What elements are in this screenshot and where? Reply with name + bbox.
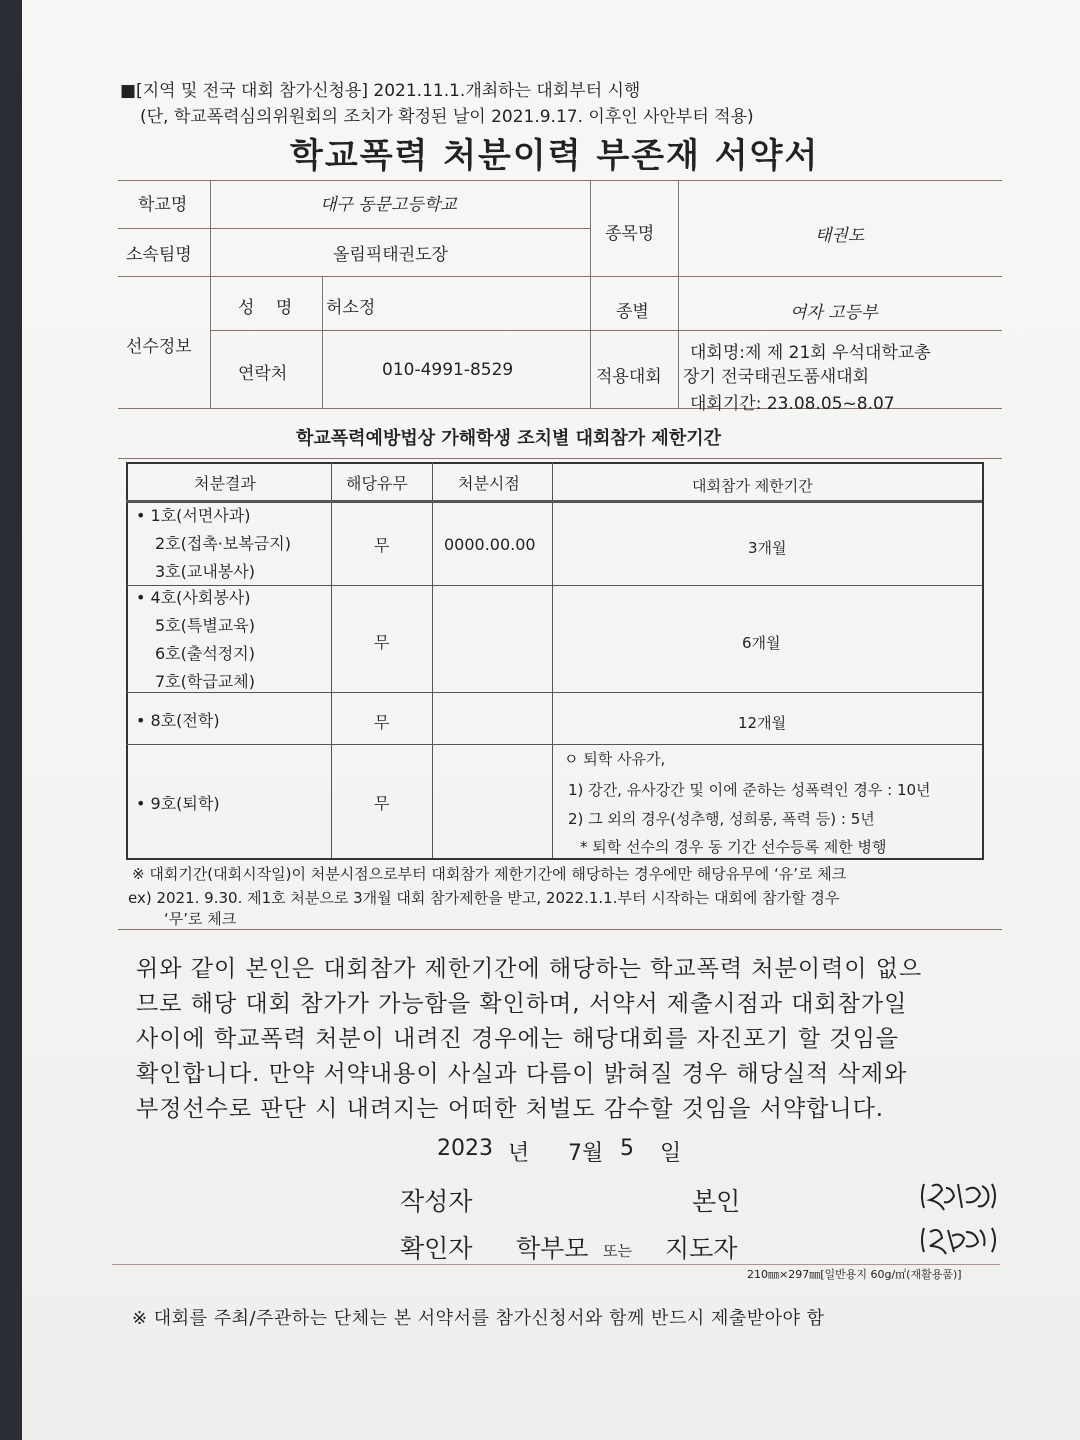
row2-item-2: 5호(특별교육) [155,616,255,635]
or-text: 또는 [603,1242,632,1260]
confirmer-label: 확인자 [400,1234,473,1263]
player-info-label: 선수정보 [126,337,192,357]
school-label: 학교명 [138,195,188,215]
school-value: 대구 동문고등학교 [320,195,457,215]
event-label: 종목명 [605,224,655,244]
row2-period: 6개월 [742,634,781,652]
confirmer-role-coach: 지도자 [665,1234,738,1263]
section-title: 학교폭력예방법상 가해학생 조치별 대회참가 제한기간 [296,428,721,449]
row1-item-3: 3호(교내봉사) [155,562,255,581]
gender-label: 종별 [616,302,649,322]
row4-period-line-3: 2) 그 외의 경우(성추행, 성희롱, 폭력 등) : 5년 [568,810,875,828]
note-1: ※ 대회기간(대회시작일)이 처분시점으로부터 대회참가 제한기간에 해당하는 경우에만 해당유무에 ‘유’로 체크 [132,865,847,883]
row2-item-4: 7호(학급교체) [155,672,255,691]
row3-status: 무 [374,713,390,732]
date-month: 7월 [568,1141,604,1166]
confirmer-role-parent: 학부모 [516,1234,589,1263]
date-day: 5 [620,1136,634,1161]
writer-role: 본인 [692,1187,741,1216]
pledge-line-4: 확인합니다. 만약 서약내용이 사실과 다름이 밝혀질 경우 해당실적 삭제와 [136,1061,908,1087]
row1-status: 무 [374,536,390,555]
header-line-2: (단, 학교폭력심의위원회의 조치가 확정된 날이 2021.9.17. 이후인 사안부터 적용) [140,107,754,127]
header-line-1: ■[지역 및 전국 대회 참가신청용] 2021.11.1.개최하는 대회부터 시행 [120,81,641,101]
pledge-line-3: 사이에 학교폭력 처분이 내려진 경우에는 해당대회를 자진포기 할 것임을 [136,1026,900,1052]
footer-note: ※ 대회를 주최/주관하는 단체는 본 서약서를 참가신청서와 함께 반드시 제출받아야 함 [132,1308,825,1329]
team-value: 올림픽태권도장 [333,245,448,265]
col-header-status: 해당유무 [346,474,408,493]
row1-period: 3개월 [748,539,787,557]
writer-signature [918,1176,998,1216]
row1-item-1: • 1호(서면사과) [136,506,251,525]
date-year-unit: 년 [508,1141,530,1166]
applied-event-line-3: 대회기간: 23.08.05~8.07 [690,394,895,414]
date-day-unit: 일 [660,1141,682,1166]
row2-status: 무 [374,633,390,652]
row4-item-1: • 9호(퇴학) [136,794,220,813]
gender-value: 여자 고등부 [790,303,878,323]
row1-item-2: 2호(접촉·보복금지) [155,534,291,553]
row4-period-line-2: 1) 강간, 유사강간 및 이에 준하는 성폭력인 경우 : 10년 [568,781,931,799]
col-header-period: 대회참가 제한기간 [692,477,813,495]
row1-date: 0000.00.00 [444,535,536,554]
name-value: 허소정 [326,298,376,318]
row4-period-line-1: ㅇ 퇴학 사유가, [564,750,666,768]
col-header-date: 처분시점 [458,474,520,493]
row3-period: 12개월 [738,714,787,732]
team-label: 소속팀명 [126,245,192,265]
row2-item-3: 6호(출석정지) [155,644,255,663]
contact-value: 010-4991-8529 [382,360,514,380]
note-3: ‘무’로 체크 [164,910,237,928]
pledge-line-1: 위와 같이 본인은 대회참가 제한기간에 해당하는 학교폭력 처분이력이 없으 [136,956,923,982]
row3-item-1: • 8호(전학) [136,711,220,730]
row4-status: 무 [374,794,390,813]
note-2: ex) 2021. 9.30. 제1호 처분으로 3개월 대회 참가제한을 받고, 2022.1.1.부터 시작하는 대회에 참가할 경우 [128,889,840,907]
pledge-line-2: 므로 해당 대회 참가가 가능함을 확인하며, 서약서 제출시점과 대회참가일 [136,991,908,1017]
row4-period-line-4: * 퇴학 선수의 경우 동 기간 선수등록 제한 병행 [580,838,887,856]
date-year: 2023 [437,1136,493,1161]
info-border-top [118,180,1002,181]
name-label: 성 명 [238,298,301,318]
writer-label: 작성자 [400,1187,473,1216]
col-header-result: 처분결과 [194,474,256,493]
confirmer-signature [918,1222,998,1258]
document-title: 학교폭력 처분이력 부존재 서약서 [290,136,820,176]
applied-event-line-2: 장기 전국태권도품새대회 [683,367,870,387]
row2-item-1: • 4호(사회봉사) [136,588,251,607]
paper-spec: 210㎜×297㎜[일반용지 60g/㎡(재활용품)] [747,1268,962,1281]
pledge-line-5: 부정선수로 판단 시 내려지는 어떠한 처벌도 감수할 것임을 서약합니다. [136,1096,885,1122]
contact-label: 연락처 [238,364,288,384]
applied-event-line-1: 대회명:제 제 21회 우석대학교총 [690,343,931,363]
applied-event-label: 적용대회 [596,367,662,387]
event-value: 태권도 [815,226,865,246]
